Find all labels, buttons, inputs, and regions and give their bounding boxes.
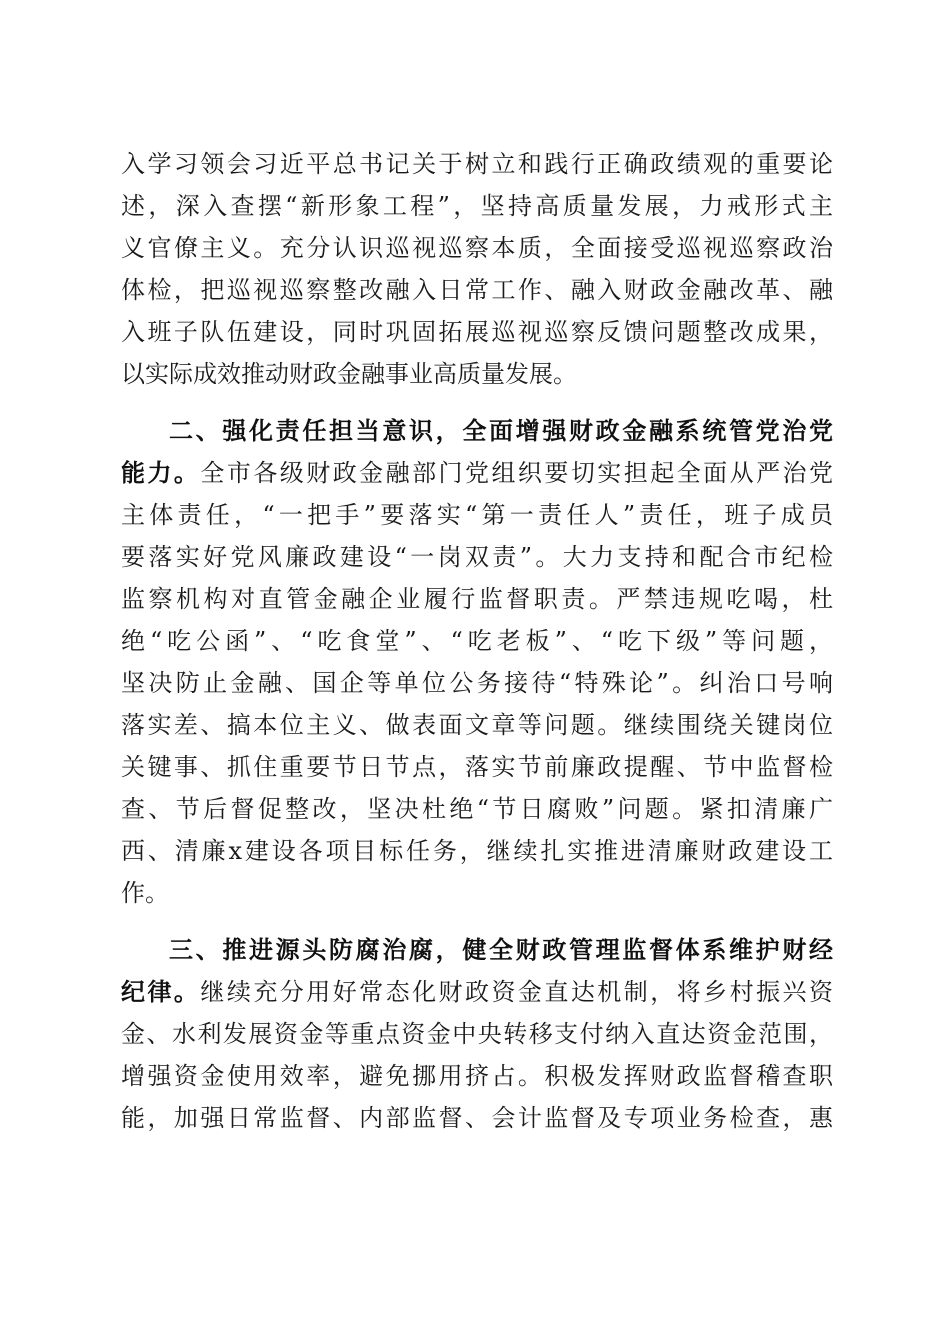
text-line: 以实际成效推动财政金融事业高质量发展。 [121,360,577,388]
text-run: 继续充分用好常态化财政资金直达机制，将乡村振兴资 [200,978,834,1006]
text-line: 主体责任，“一把手”要落实“第一责任人”责任，班子成员 [121,501,833,529]
text-line: 入学习领会习近平总书记关于树立和践行正确政绩观的重要论 [121,150,833,178]
section-heading-tail: 纪律。 [121,978,201,1006]
text-line: 作。 [121,879,169,907]
text-run: 全市各级财政金融部门党组织要切实担起全面从严治党 [200,459,834,487]
section-heading-line [121,410,833,452]
text-line: 金、水利发展资金等重点资金中央转移支付纳入直达资金范围， [121,1020,833,1048]
text-line: 西、清廉x建设各项目标任务，继续扎实推进清廉财政建设工 [121,837,833,865]
text-line: 坚决防止金融、国企等单位公务接待“特殊论”。纠治口号响 [121,669,833,697]
section-heading: 三、推进源头防腐治腐，健全财政管理监督体系维护财经 [169,936,833,964]
text-line: 入班子队伍建设，同时巩固拓展巡视巡察反馈问题整改成果， [121,318,833,346]
text-line: 关键事、抓住重要节日节点，落实节前廉政提醒、节中监督检 [121,753,833,781]
text-line: 述，深入查摆“新形象工程”，坚持高质量发展，力戒形式主 [121,192,833,220]
section-heading-line [121,929,833,971]
text-line [121,971,833,1013]
text-line [121,452,833,494]
paragraph-3 [121,929,833,1139]
section-heading-tail: 能力。 [121,459,201,487]
text-line: 增强资金使用效率，避免挪用挤占。积极发挥财政监督稽查职 [121,1062,833,1090]
text-line: 落实差、搞本位主义、做表面文章等问题。继续围绕关键岗位 [121,711,833,739]
text-line: 体检，把巡视巡察整改融入日常工作、融入财政金融改革、融 [121,276,833,304]
text-line: 监察机构对直管金融企业履行监督职责。严禁违规吃喝，杜 [121,585,833,613]
paragraph-1 [121,143,833,395]
text-line: 查、节后督促整改，坚决杜绝“节日腐败”问题。紧扣清廉广 [121,795,833,823]
text-line: 义官僚主义。充分认识巡视巡察本质，全面接受巡视巡察政治 [121,234,833,262]
paragraph-2 [121,410,833,914]
text-line: 要落实好党风廉政建设“一岗双责”。大力支持和配合市纪检 [121,543,833,571]
document-body [121,143,833,1139]
text-line: 能，加强日常监督、内部监督、会计监督及专项业务检查，惠 [121,1104,833,1132]
text-line: 绝“吃公函”、“吃食堂”、“吃老板”、“吃下级”等问题， [121,627,833,655]
section-heading: 二、强化责任担当意识，全面增强财政金融系统管党治党 [169,417,833,445]
